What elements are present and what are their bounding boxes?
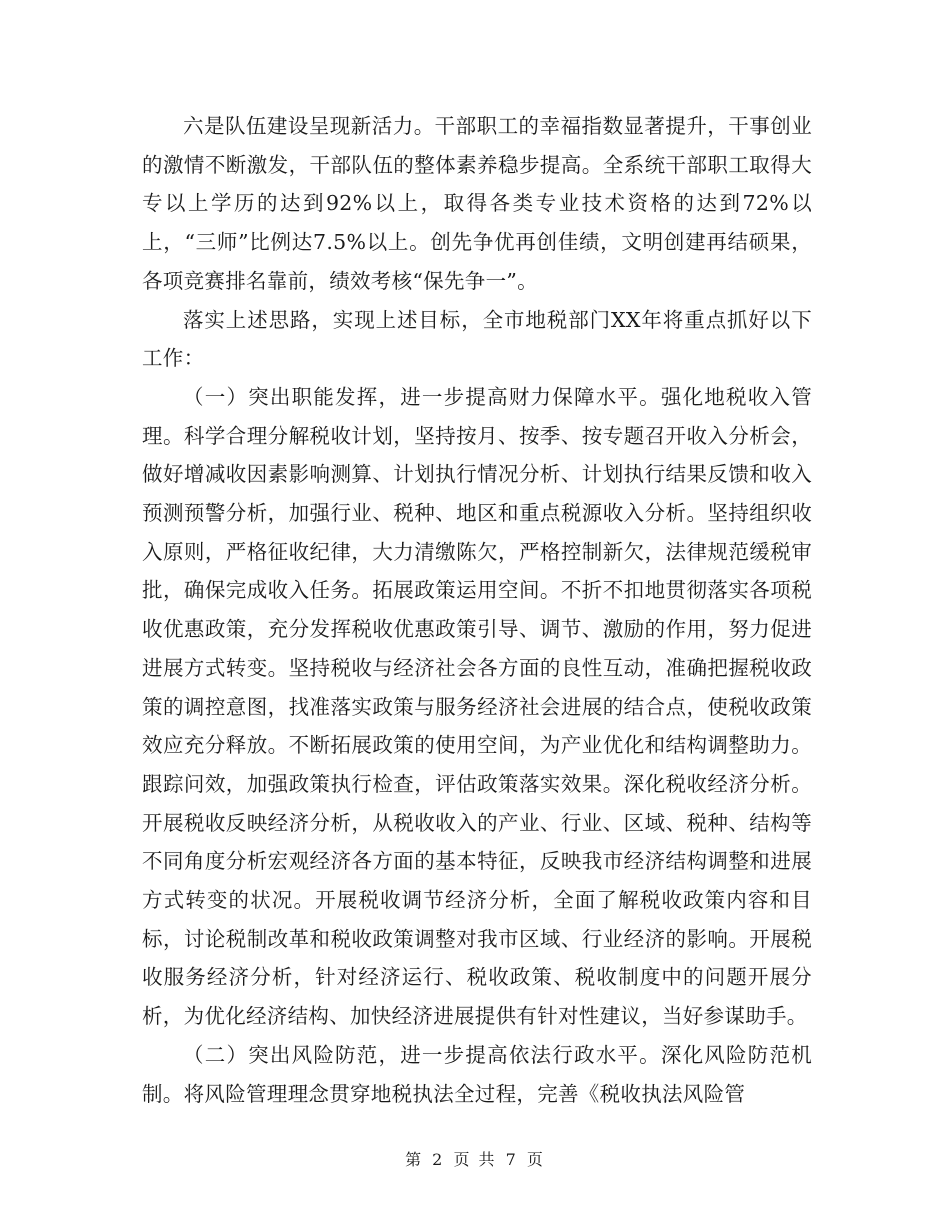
- paragraph-section-one: （一）突出职能发挥，进一步提高财力保障水平。强化地税收入管理。科学合理分解税收计划，坚持按月、按季、按专题召开收入分析会，做好增减收因素影响测算、计划执行情况分析、计划执行结果反馈和收入预测预警分析，加强行业、税种、地区和重点税源收入分析。坚持组织收入原则，严格征收纪律，大力清缴陈欠，严格控制新欠，法律规范缓税审批，确保完成收入任务。拓展政策运用空间。不折不扣地贯彻落实各项税收优惠政策，充分发挥税收优惠政策引导、调节、激励的作用，努力促进进展方式转变。坚持税收与经济社会各方面的良性互动，准确把握税收政策的调控意图，找准落实政策与服务经济社会进展的结合点，使税收政策效应充分释放。不断拓展政策的使用空间，为产业优化和结构调整助力。跟踪问效，加强政策执行检查，评估政策落实效果。深化税收经济分析。开展税收反映经济分析，从税收收入的产业、行业、区域、税种、结构等不同角度分析宏观经济各方面的基本特征，反映我市经济结构调整和进展方式转变的状况。开展税收调节经济分析，全面了解税收政策内容和目标，讨论税制改革和税收政策调整对我市区域、行业经济的影响。开展税收服务经济分析，针对经济运行、税收政策、税收制度中的问题开展分析，为优化经济结构、加快经济进展提供有针对性建议，当好参谋助手。: [142, 384, 812, 1029]
- footer-total-pages: 7: [505, 1150, 518, 1169]
- paragraph-key-work-intro: 落实上述思路，实现上述目标，全市地税部门XX年将重点抓好以下工作：: [142, 307, 812, 371]
- paragraph-team-building: 六是队伍建设呈现新活力。干部职工的幸福指数显著提升，干事创业的激情不断激发，干部队伍的整体素养稳步提高。全系统干部职工取得大专以上学历的达到92%以上，取得各类专业技术资格的达到72%以上，“三师”比例达7.5%以上。创先争优再创佳绩，文明创建再结硕果，各项竞赛排名靠前，绩效考核“保先争一”。: [142, 114, 812, 293]
- footer-page-number: 2: [432, 1150, 445, 1169]
- footer-prefix: 第: [405, 1150, 424, 1169]
- document-body: [142, 107, 812, 1113]
- paragraph-section-two: （二）突出风险防范，进一步提高依法行政水平。深化风险防范机制。将风险管理理念贯穿地税执法全过程，完善《税收执法风险管: [142, 1042, 812, 1106]
- footer-suffix: 页: [526, 1150, 545, 1169]
- footer-middle: 页 共: [453, 1150, 497, 1169]
- page-footer: [0, 1149, 950, 1171]
